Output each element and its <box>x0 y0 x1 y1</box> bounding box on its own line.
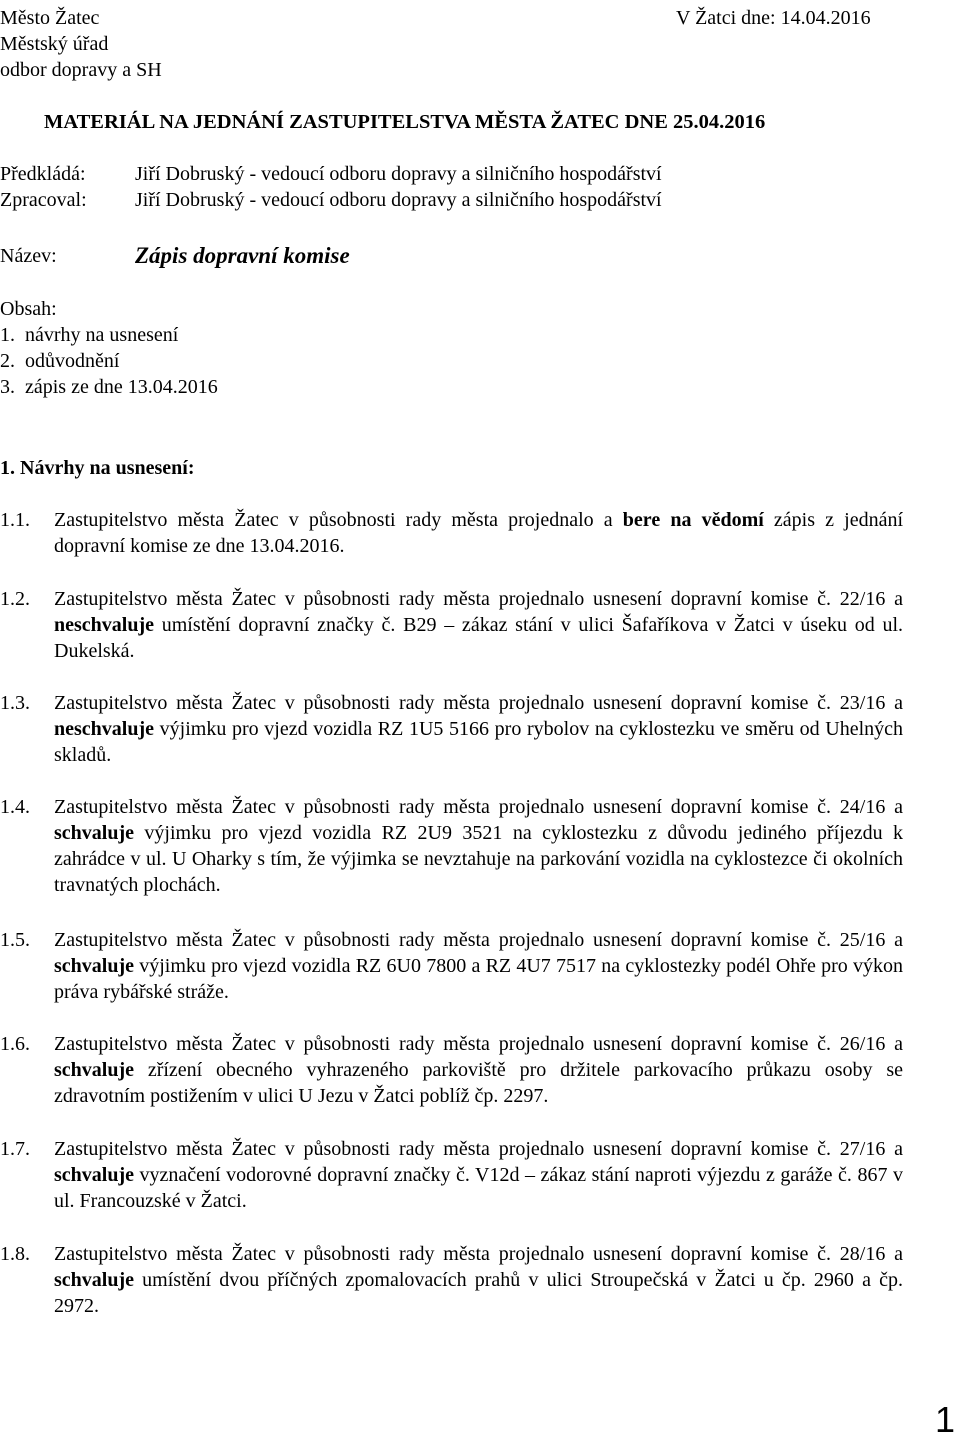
document-title: MATERIÁL NA JEDNÁNÍ ZASTUPITELSTVA MĚSTA ŽATEC DNE 25.04.2016 <box>44 111 766 133</box>
resolution-decision: schvaluje <box>54 1269 134 1291</box>
resolution-decision: schvaluje <box>54 1164 134 1186</box>
resolution-text <box>54 1136 903 1214</box>
name-value: Zápis dopravní komise <box>135 243 350 268</box>
resolution-number: 1.7. <box>0 1138 30 1160</box>
resolution-text-part: Zastupitelstvo města Žatec v působnosti rady města projednalo a <box>54 509 623 531</box>
resolution-text <box>54 507 903 559</box>
resolution-decision: schvaluje <box>54 822 134 844</box>
resolution-text-part: umístění dvou příčných zpomalovacích prahů v ulici Stroupečská v Žatci u čp. 2960 a čp. 2972. <box>54 1269 903 1317</box>
resolution-decision: bere na vědomí <box>622 509 764 531</box>
resolution-decision: schvaluje <box>54 955 134 977</box>
resolution-number: 1.6. <box>0 1033 30 1055</box>
resolution-text-part: Zastupitelstvo města Žatec v působnosti rady města projednalo usnesení dopravní komise č. 25/16 a <box>54 929 903 951</box>
sender-department: odbor dopravy a SH <box>0 59 162 81</box>
resolution-number: 1.8. <box>0 1243 30 1265</box>
contents-heading: Obsah: <box>0 298 57 320</box>
resolution-text-part: výjimku pro vjezd vozidla RZ 6U0 7800 a RZ 4U7 7517 na cyklostezky podél Ohře pro výkon práva rybářské stráže. <box>54 955 903 1003</box>
resolution-text <box>54 690 903 768</box>
section-heading: 1. Návrhy na usnesení: <box>0 457 195 479</box>
resolution-decision: neschvaluje <box>54 718 154 740</box>
resolution-text-part: Zastupitelstvo města Žatec v působnosti rady města projednalo usnesení dopravní komise č. 24/16 a <box>54 796 903 818</box>
resolution-text-part: výjimku pro vjezd vozidla RZ 1U5 5166 pro rybolov na cyklostezku ve směru od Uhelných skladů. <box>54 718 903 766</box>
resolution-text-part: vyznačení vodorovné dopravní značky č. V12d – zákaz stání naproti výjezdu z garáže č. 867 v ul. Francouzské v Žatci. <box>54 1164 903 1212</box>
sender-city: Město Žatec <box>0 7 100 29</box>
resolution-text-part: umístění dopravní značky č. B29 – zákaz stání v ulici Šafaříkova v Žatci v úseku od ul. Dukelská. <box>54 614 903 662</box>
resolution-number: 1.1. <box>0 509 30 531</box>
resolution-number: 1.3. <box>0 692 30 714</box>
contents-item: 2. odůvodnění <box>0 350 120 372</box>
resolution-text-part: Zastupitelstvo města Žatec v působnosti rady města projednalo usnesení dopravní komise č. 22/16 a <box>54 588 903 610</box>
resolution-number: 1.2. <box>0 588 30 610</box>
contents-block <box>0 296 218 400</box>
resolution-text-part: zápis z jednání dopravní komise ze dne 13.04.2016. <box>54 509 904 557</box>
resolution-text-part: Zastupitelstvo města Žatec v působnosti rady města projednalo usnesení dopravní komise č. 27/16 a <box>54 1138 903 1160</box>
contents-item: 1. návrhy na usnesení <box>0 324 179 346</box>
resolution-text-part: Zastupitelstvo města Žatec v působnosti rady města projednalo usnesení dopravní komise č. 28/16 a <box>54 1243 903 1265</box>
resolution-text <box>54 586 903 664</box>
resolution-decision: neschvaluje <box>54 614 154 636</box>
resolution-text <box>54 1031 903 1109</box>
sender-block <box>0 5 162 83</box>
prepared-by-value: Jiří Dobruský - vedoucí odboru dopravy a silničního hospodářství <box>135 189 662 211</box>
resolution-text-part: zřízení obecného vyhrazeného parkoviště pro držitele parkovacího průkazu osoby se zdravotním postižením v ulici U Jezu v Žatci poblíž čp. 2297. <box>54 1059 903 1107</box>
resolution-number: 1.4. <box>0 796 30 818</box>
resolution-text <box>54 927 903 1005</box>
resolution-number: 1.5. <box>0 929 30 951</box>
resolution-text-part: Zastupitelstvo města Žatec v působnosti rady města projednalo usnesení dopravní komise č. 26/16 a <box>54 1033 903 1055</box>
resolution-decision: schvaluje <box>54 1059 134 1081</box>
resolution-text-part: výjimku pro vjezd vozidla RZ 2U9 3521 na cyklostezku z důvodu jediného příjezdu k zahrádce v ul. U Oharky s tím, že výjimka se nevztahuje na parkování vozidla na cyklostezce či okolních travnatých plochách. <box>54 822 903 896</box>
sender-office: Městský úřad <box>0 33 109 55</box>
submitted-by-label: Předkládá: <box>0 163 86 185</box>
page-number: 1 <box>935 1399 956 1440</box>
name-label: Název: <box>0 245 57 267</box>
submitted-by-value: Jiří Dobruský - vedoucí odboru dopravy a silničního hospodářství <box>135 163 662 185</box>
resolution-text <box>54 1241 903 1319</box>
document-date: V Žatci dne: 14.04.2016 <box>676 7 871 29</box>
contents-item: 3. zápis ze dne 13.04.2016 <box>0 376 218 398</box>
prepared-by-label: Zpracoval: <box>0 189 87 211</box>
resolution-text <box>54 794 903 898</box>
resolution-text-part: Zastupitelstvo města Žatec v působnosti rady města projednalo usnesení dopravní komise č. 23/16 a <box>54 692 903 714</box>
